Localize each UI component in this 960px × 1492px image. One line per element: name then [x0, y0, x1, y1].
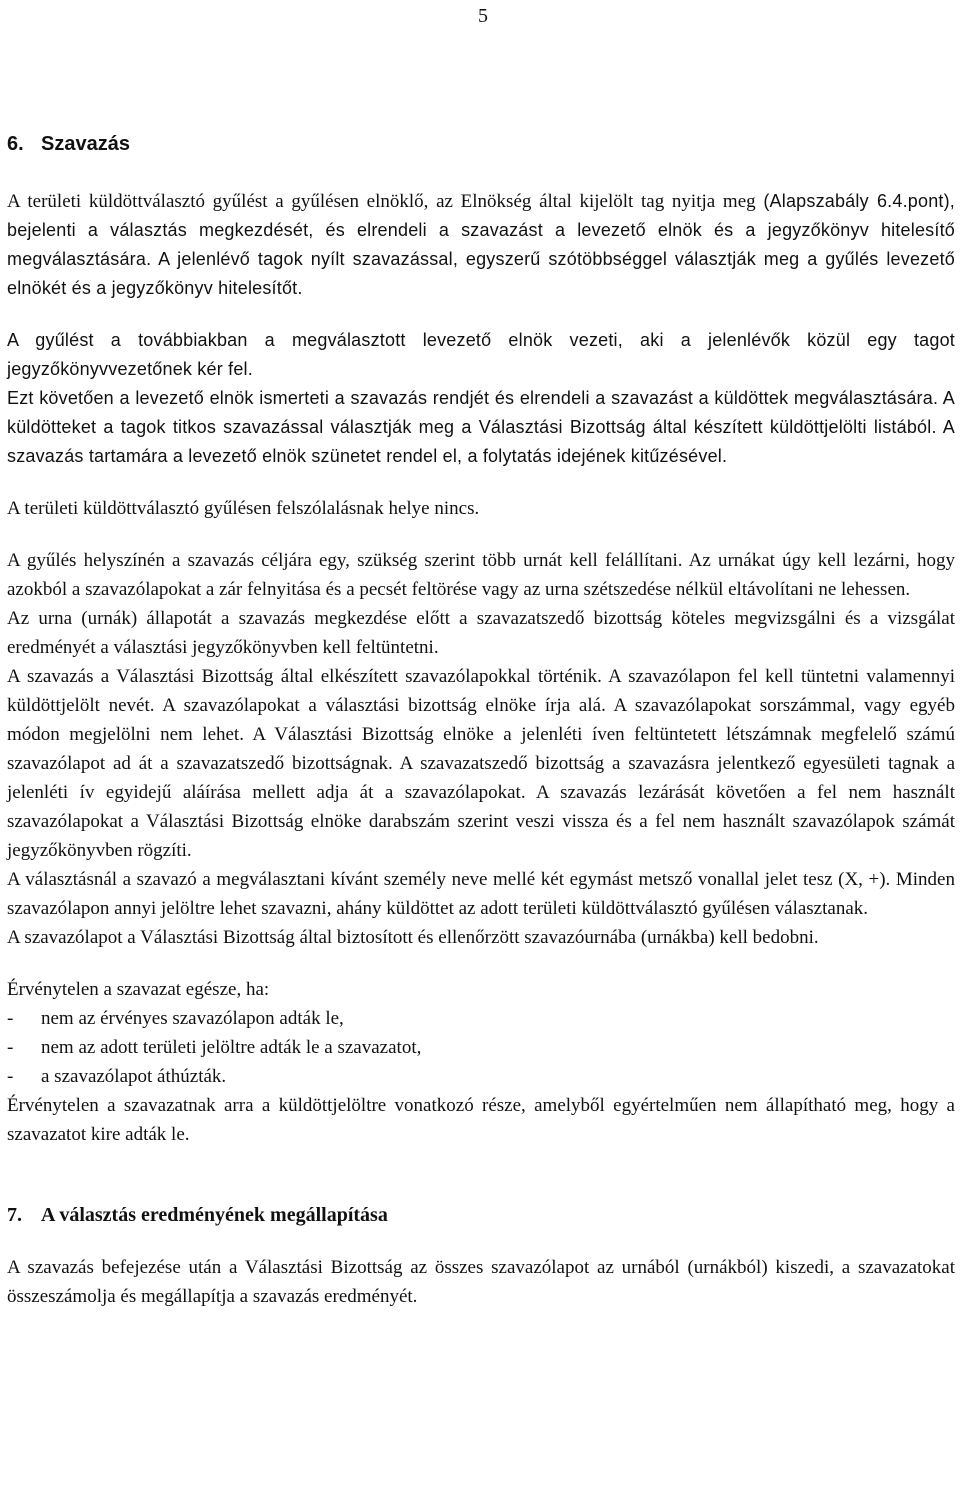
section-6-paragraph-7: A szavazás a Választási Bizottság által elkészített szavazólapokkal történik. A szavazólapon fel kell tüntetni valamennyi küldöttjelölt nevét. A szavazólapokat a választási bizottság elnöke írja alá. A szavazólapokat sorszámmal, vagy egyéb módon megjelölni nem lehet. A Választási Bizottság elnöke a jelenléti íven feltüntetett létszámnak megfelelő számú szavazólapot ad át a szavazatszedő bizottságnak. A szavazatszedő bizottság a szavazásra jelentkező egyesületi tagnak a jelenléti ív egyidejű aláírása mellett adja át a szavazólapokat. A szavazás lezárását követően a fel nem használt szavazólapokat a Választási Bizottság elnöke darabszám szerint veszi vissza és a fel nem használt szavazólapok számát jegyzőkönyvben rögzíti. [7, 666, 955, 861]
paragraph-1-sans-text: (Alapszabály 6.4.pont), bejelenti a választás megkezdését, és elrendeli a szavazást a levezető elnök és a jegyzőkönyv hitelesítő megválasztására. A jelenlévő tagok nyílt szavazással, egyszerű szótöbbséggel választják meg a gyűlés levezető elnökét és a jegyzőkönyv hitelesítőt. [7, 191, 956, 298]
section-6-paragraph-8: A választásnál a szavazó a megválasztani kívánt személy neve mellé két egymást metsző vonallal jelet tesz (X, +). Minden szavazólapon annyi jelöltre lehet szavazni, ahány küldöttet az adott területi küldöttválasztó gyűlésen választanak. [7, 869, 955, 919]
page-number: 5 [478, 5, 488, 27]
section-7-heading [7, 1200, 955, 1230]
section-6-paragraph-10: Érvénytelen a szavazatnak arra a küldöttjelöltre vonatkozó része, amelyből egyértelműen nem állapítható meg, hogy a szavazatot kire adták le. [7, 1095, 955, 1145]
list-item-text: nem az érvényes szavazólapon adták le, [41, 1008, 344, 1029]
section-6-number: 6. [7, 133, 24, 155]
section-7-title: A választás eredményének megállapítása [41, 1204, 388, 1226]
section-6-heading [7, 129, 955, 159]
section-7-number: 7. [7, 1204, 22, 1226]
list-item-text: nem az adott területi jelöltre adták le a szavazatot, [41, 1037, 422, 1058]
section-6-paragraph-6: Az urna (urnák) állapotát a szavazás megkezdése előtt a szavazatszedő bizottság köteles megvizsgálni és a vizsgálat eredményét a választási jegyzőkönyvben kell feltüntetni. [7, 608, 955, 658]
list-item [7, 1033, 955, 1062]
list-dash: - [7, 1008, 14, 1029]
paragraph-1-serif-text: A területi küldöttválasztó gyűlést a gyűlésen elnöklő, az Elnökség által kijelölt tag nyitja meg [7, 191, 756, 212]
section-6-paragraph-3: Ezt követően a levezető elnök ismerteti a szavazás rendjét és elrendeli a szavazást a küldöttek megválasztására. A küldötteket a tagok titkos szavazással választják meg a Választási Bizottság által készített küldöttjelölti listából. A szavazás tartamára a levezető elnök szünetet rendel el, a folytatás idejének kitűzésével. [7, 388, 955, 466]
list-item-text: a szavazólapot áthúzták. [41, 1066, 227, 1087]
section-6-paragraph-2: A gyűlést a továbbiakban a megválasztott levezető elnök vezeti, aki a jelenlévők közül egy tagot jegyzőkönyvvezetőnek kér fel. [7, 330, 955, 379]
list-item [7, 1062, 955, 1091]
document-body [7, 129, 955, 1311]
section-6-paragraph-4: A területi küldöttválasztó gyűlésen felszólalásnak helye nincs. [7, 498, 480, 519]
list-dash: - [7, 1037, 14, 1058]
section-6-paragraph-1 [7, 187, 955, 303]
invalid-vote-intro: Érvénytelen a szavazat egésze, ha: [7, 979, 270, 1000]
invalid-vote-list [7, 1004, 955, 1091]
section-6-title: Szavazás [41, 133, 130, 155]
list-item [7, 1004, 955, 1033]
section-7-paragraph-1: A szavazás befejezése után a Választási Bizottság az összes szavazólapot az urnából (urnákból) kiszedi, a szavazatokat összeszámolja és megállapítja a szavazás eredményét. [7, 1257, 955, 1307]
list-dash: - [7, 1066, 14, 1087]
section-6-paragraph-5: A gyűlés helyszínén a szavazás céljára egy, szükség szerint több urnát kell felállítani. Az urnákat úgy kell lezárni, hogy azokból a szavazólapokat a zár felnyitása és a pecsét feltörése vagy az urna szétszedése nélkül eltávolítani ne lehessen. [7, 550, 955, 600]
section-6-paragraph-9: A szavazólapot a Választási Bizottság által biztosított és ellenőrzött szavazóurnába (urnákba) kell bedobni. [7, 927, 819, 948]
